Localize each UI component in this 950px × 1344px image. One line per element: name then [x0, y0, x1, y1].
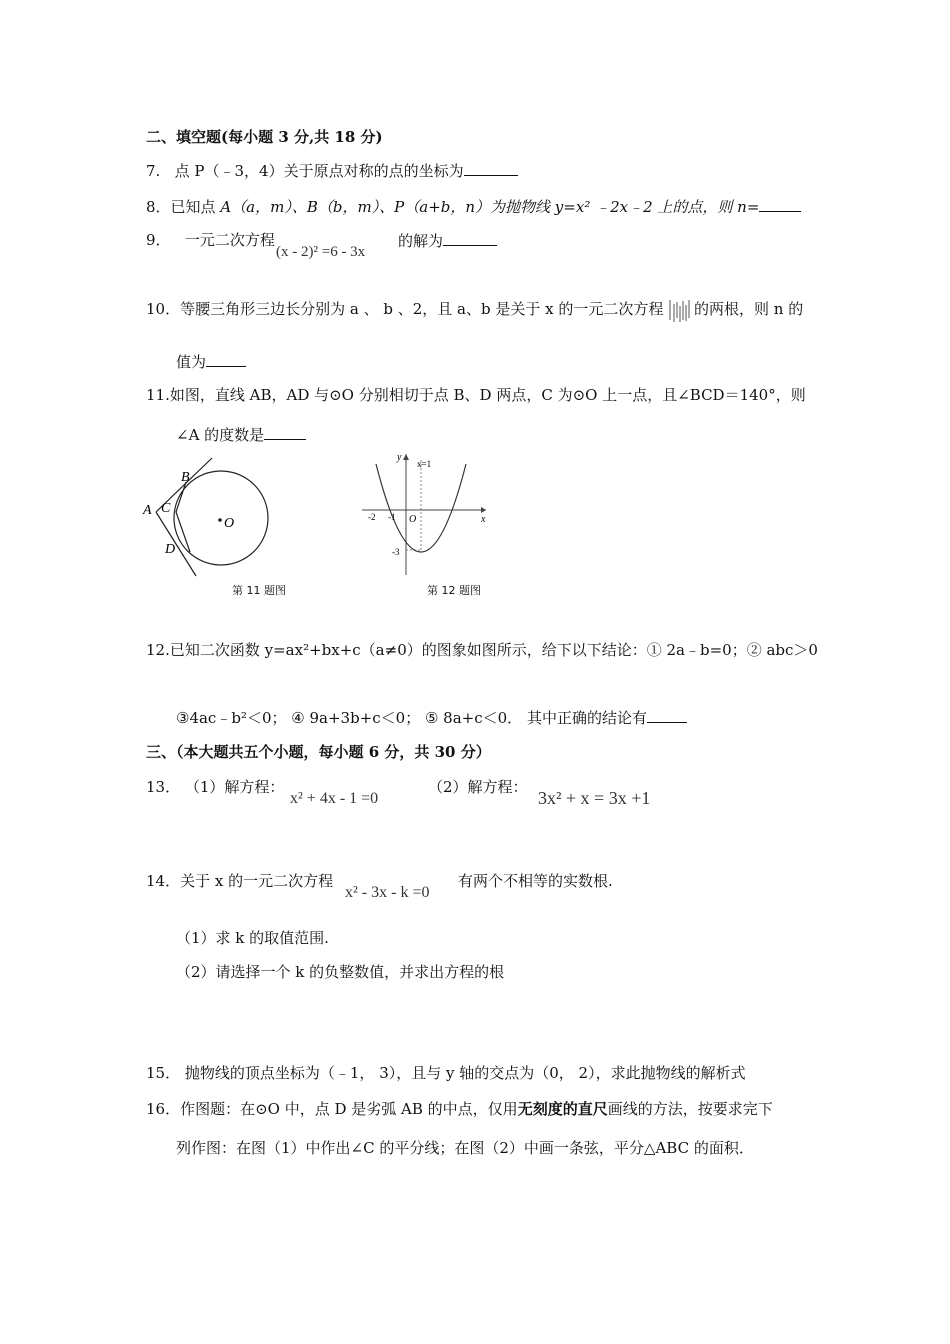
figure-12-caption: 第 12 题图 [427, 584, 481, 597]
question-14-sub1: （1）求 k 的取值范围. [176, 929, 329, 947]
label-y: y [397, 452, 402, 463]
broken-equation-image [668, 296, 692, 324]
answer-blank[interactable] [206, 351, 246, 367]
question-number: 15． [146, 1064, 181, 1082]
question-number: 8． [146, 198, 171, 216]
part-1-label: （1）解方程： [184, 778, 285, 796]
question-text: 点 P（﹣3，4）关于原点对称的点的坐标为 [174, 162, 464, 180]
question-14 [146, 871, 333, 891]
figure-11-caption: 第 11 题图 [232, 584, 286, 597]
question-10 [146, 299, 663, 319]
equation-9: (x - 2)² =6 - 3x [276, 244, 366, 260]
label-axis-line: x=1 [417, 459, 432, 469]
equation-13-2: 3x² + x = 3x +1 [538, 788, 651, 808]
label-d: D [165, 542, 176, 557]
chord-bc [176, 482, 186, 512]
question-number: 14． [146, 872, 181, 890]
question-14-tail: 有两个不相等的实数根. [458, 872, 613, 890]
question-number: 13． [146, 778, 181, 796]
question-text: 关于 x 的一元二次方程 [180, 872, 334, 890]
question-text-b: 画线的方法，按要求完下 [607, 1100, 773, 1118]
question-16 [146, 1099, 773, 1119]
circle-o [174, 471, 268, 565]
section-3-title: 三、（本大题共五个小题，每小题 6 分，共 30 分） [146, 743, 491, 761]
question-8 [146, 196, 801, 217]
part-2-label: （2）解方程： [428, 778, 528, 796]
section-2-title: 二、填空题(每小题 3 分,共 18 分) [146, 128, 383, 146]
label-o: O [224, 516, 235, 531]
question-text: ∠A 的度数是 [176, 426, 265, 444]
question-text: 值为 [176, 353, 207, 371]
question-text: 抛物线的顶点坐标为（﹣1， 3），且与 y 轴的交点为（0， 2），求此抛物线的解析式 [184, 1064, 746, 1082]
question-number: 12. [146, 641, 170, 659]
question-9 [146, 230, 275, 250]
equation-14: x² - 3x - k =0 [345, 884, 430, 901]
question-number: 7. [146, 162, 161, 180]
question-number: 16． [146, 1100, 181, 1118]
answer-blank[interactable] [264, 424, 306, 440]
question-text: 等腰三角形三边长分别为 a 、 b 、2，且 a、b 是关于 x 的一元二次方程 [180, 300, 664, 318]
question-text-bold: 无刻度的直尺 [517, 1100, 608, 1118]
answer-blank[interactable] [759, 196, 801, 212]
label-b: B [181, 470, 190, 485]
question-text: 如图，直线 AB，AD 与⊙O 分别相切于点 B、D 两点，C 为⊙O 上一点，且∠BCD＝140°，则 [169, 386, 806, 404]
question-text: ③4ac﹣b²＜0； ④ 9a+3b+c＜0； ⑤ 8a+c＜0． 其中正确的结论有 [176, 709, 647, 727]
question-11-line2 [176, 424, 306, 445]
answer-blank[interactable] [464, 160, 518, 176]
question-text-a: 已知点 [170, 198, 221, 216]
label-a: A [143, 503, 152, 518]
tangent-ad [156, 512, 196, 576]
answer-blank[interactable] [647, 707, 687, 723]
question-10-line2 [176, 351, 246, 372]
label-x: x [481, 514, 486, 525]
answer-blank[interactable] [443, 230, 497, 246]
question-text: 已知二次函数 y=ax²+bx+c（a≠0）的图象如图所示，给下以下结论：① 2a﹣b=0；② abc＞0 [169, 641, 818, 659]
question-13 [146, 777, 284, 797]
question-10-tail: 的两根，则 n 的 [694, 300, 804, 318]
figure-11-circle-tangents [140, 456, 280, 581]
question-text-a: 作图题：在⊙O 中，点 D 是劣弧 AB 的中点，仅用 [180, 1100, 518, 1118]
question-text: 一元二次方程 [184, 231, 275, 249]
label-c: C [161, 501, 171, 516]
question-11 [146, 385, 806, 405]
question-number: 11. [146, 386, 170, 404]
question-16-line2: 列作图：在图（1）中作出∠C 的平分线；在图（2）中画一条弦，平分△ABC 的面积． [176, 1139, 754, 1157]
question-text-b: A（a，m）、B（b，m）、P（a+b，n）为抛物线 y=x² ﹣2x﹣2 上的点，则 n= [220, 198, 760, 216]
question-number: 9． [146, 231, 171, 249]
label-neg2: -2 [368, 512, 376, 522]
label-neg1: -1 [388, 512, 396, 522]
question-text-after: 的解为 [398, 232, 444, 250]
figure-12-parabola [358, 450, 492, 580]
label-origin: O [409, 514, 417, 525]
label-neg3: -3 [392, 547, 400, 557]
question-15 [146, 1063, 746, 1083]
question-7 [146, 160, 518, 181]
question-14-sub2: （2）请选择一个 k 的负整数值，并求出方程的根 [176, 963, 505, 981]
question-number: 10． [146, 300, 181, 318]
question-12 [146, 640, 818, 660]
equation-13-1: x² + 4x - 1 =0 [290, 790, 379, 807]
question-9-tail [398, 230, 497, 251]
question-12-line2 [176, 707, 687, 728]
center-point [218, 518, 222, 522]
